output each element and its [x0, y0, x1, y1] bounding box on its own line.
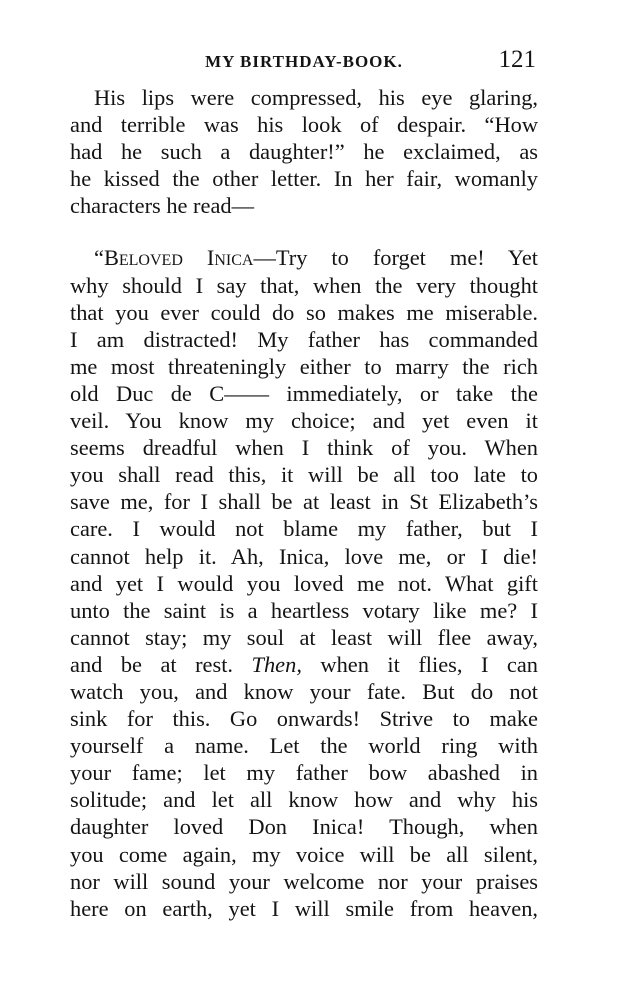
first-line-rest: —Try to forget me! Yet	[253, 245, 538, 271]
text-line: cannot help it. Ah, Inica, love me, or I die!	[70, 543, 538, 569]
text-line: cannot stay; my soul at least will flee away,	[70, 624, 538, 650]
text-line: and terrible was his look of despair. “How	[70, 112, 538, 138]
text-line: old Duc de C—— immediately, or take the	[70, 380, 538, 406]
letter-salutation: Beloved Inica	[103, 245, 254, 271]
text-line: your fame; let my father bow abashed in	[70, 760, 538, 786]
page-header	[70, 46, 538, 76]
running-title: MY BIRTHDAY-BOOK.	[205, 52, 403, 71]
open-quote: “	[94, 245, 104, 271]
text-line: had he such a daughter!” he exclaimed, as	[70, 139, 538, 165]
then-line-before: and be at rest.	[70, 651, 234, 677]
text-line: characters he read—	[70, 193, 254, 219]
text-line: daughter loved Don Inica! Though, when	[70, 814, 538, 840]
text-line: sink for this. Go onwards! Strive to make	[70, 706, 538, 732]
text-line: watch you, and know your fate. But do not	[70, 678, 538, 704]
text-line: I am distracted! My father has commanded	[70, 326, 538, 352]
then-italic: Then,	[251, 651, 302, 677]
text-line: here on earth, yet I will smile from heaven,	[70, 895, 538, 921]
text-line: His lips were compressed, his eye glaring,	[94, 85, 538, 110]
text-line: solitude; and let all know how and why his	[70, 787, 538, 813]
text-line: he kissed the other letter. In her fair, womanly	[70, 166, 538, 192]
text-line: you come again, my voice will be all silent,	[70, 841, 538, 867]
text-line: save me, for I shall be at least in St Elizabeth’s	[70, 489, 538, 515]
text-line: and yet I would you loved me not. What gift	[70, 570, 538, 596]
text-line: you shall read this, it will be all too late to	[70, 462, 538, 488]
paragraph-gap	[70, 219, 538, 244]
text-line: that you ever could do so makes me miserable.	[70, 299, 538, 325]
text-line: yourself a name. Let the world ring with	[70, 733, 538, 759]
text-line: unto the saint is a heartless votary like me? I	[70, 597, 538, 623]
text-line: nor will sound your welcome nor your praises	[70, 868, 538, 894]
body-text	[70, 84, 538, 922]
text-line: seems dreadful when I think of you. When	[70, 435, 538, 461]
then-line-after: when it flies, I can	[320, 651, 538, 677]
text-line: me most threateningly either to marry the rich	[70, 353, 538, 379]
text-line: care. I would not blame my father, but I	[70, 516, 538, 542]
then-line	[70, 651, 538, 678]
letter-first-line	[70, 244, 538, 271]
page-number: 121	[498, 46, 536, 73]
text-line: veil. You know my choice; and yet even it	[70, 408, 538, 434]
text-line: why should I say that, when the very thought	[70, 272, 538, 298]
